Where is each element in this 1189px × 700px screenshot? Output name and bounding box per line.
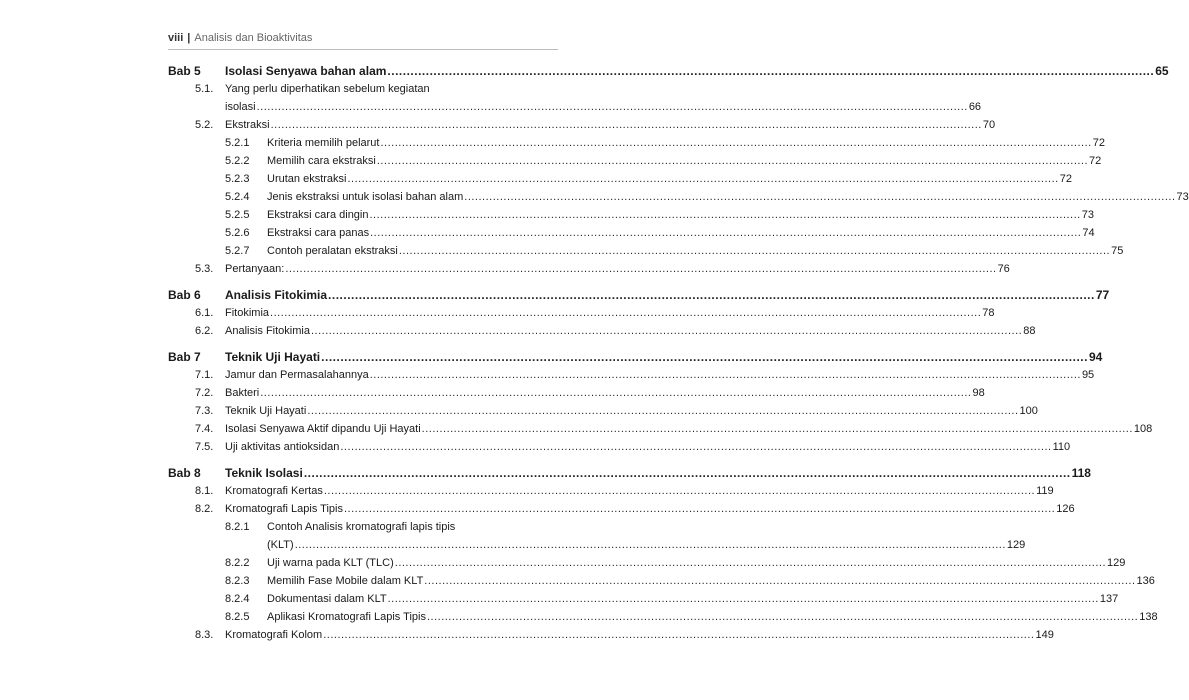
dot-leader: ........................................................................................................................................................................................................ bbox=[323, 629, 1035, 641]
toc-entry[interactable] bbox=[168, 81, 556, 97]
toc-entry-number: 8.2.4 bbox=[225, 593, 250, 605]
toc-entry-title: Ekstraksi cara panas bbox=[267, 227, 370, 239]
toc-entry[interactable] bbox=[168, 135, 1105, 151]
dot-leader: ........................................................................................................................................................................................................ bbox=[328, 288, 1095, 302]
dot-leader: ........................................................................................................................................................................................................ bbox=[387, 593, 1099, 605]
toc-entry[interactable] bbox=[168, 519, 556, 535]
toc-entry[interactable] bbox=[168, 117, 996, 133]
dot-leader: ........................................................................................................................................................................................................ bbox=[303, 466, 1071, 480]
toc-entry-page: 126 bbox=[1056, 503, 1075, 515]
dot-leader: ........................................................................................................................................................................................................ bbox=[424, 575, 1136, 587]
toc-entry-title: Kromatografi Kertas bbox=[225, 485, 323, 497]
toc-entry-page: 75 bbox=[1111, 245, 1124, 257]
toc-entry-number: 5.2. bbox=[195, 119, 214, 131]
toc-entry[interactable] bbox=[168, 403, 1038, 419]
dot-leader: ........................................................................................................................................................................................................ bbox=[464, 191, 1176, 203]
document-page bbox=[168, 30, 1189, 641]
dot-leader: ........................................................................................................................................................................................................ bbox=[310, 325, 1023, 337]
header-page-number: viii bbox=[168, 32, 184, 44]
dot-leader: ........................................................................................................................................................................................................ bbox=[294, 539, 1006, 551]
toc-entry-number: 5.2.4 bbox=[225, 191, 250, 203]
toc-entry-number: 6.2. bbox=[195, 325, 214, 337]
toc-entry-title: Fitokimia bbox=[225, 307, 270, 319]
toc-entry-title: Jenis ekstraksi untuk isolasi bahan alam bbox=[267, 191, 464, 203]
toc-entry[interactable] bbox=[168, 573, 1155, 589]
dot-leader: ........................................................................................................................................................................................................ bbox=[370, 227, 1082, 239]
toc-entry-page: 78 bbox=[982, 307, 995, 319]
dot-leader: ........................................................................................................................................................................................................ bbox=[387, 64, 1155, 78]
toc-entry-number: 5.1. bbox=[195, 83, 214, 95]
toc-entry-number: 8.2.2 bbox=[225, 557, 250, 569]
toc-entry-number: 5.2.1 bbox=[225, 137, 250, 149]
toc-entry-page: 108 bbox=[1133, 423, 1153, 435]
toc-entry-title: Memilih cara ekstraksi bbox=[267, 155, 376, 167]
dot-leader: ........................................................................................................................................................................................................ bbox=[394, 557, 1106, 569]
dot-leader: ........................................................................................................................................................................................................ bbox=[347, 173, 1059, 185]
toc-entry-page: 149 bbox=[1035, 629, 1054, 641]
toc-entry-page: 100 bbox=[1019, 405, 1038, 417]
toc-entry-page: 95 bbox=[1081, 369, 1095, 381]
toc-entry-page: 110 bbox=[1052, 441, 1071, 453]
toc-entry[interactable] bbox=[168, 555, 1126, 571]
toc-entry[interactable] bbox=[168, 171, 1072, 187]
header-book-title: Analisis dan Bioaktivitas bbox=[194, 32, 313, 44]
dot-leader: ........................................................................................................................................................................................................ bbox=[340, 441, 1052, 453]
toc-chapter-entry[interactable] bbox=[168, 349, 1103, 365]
toc-entry-page: 136 bbox=[1136, 575, 1155, 587]
dot-leader: ........................................................................................................................................................................................................ bbox=[323, 485, 1036, 497]
dot-leader: ........................................................................................................................................................................................................ bbox=[270, 307, 982, 319]
header-separator: | bbox=[187, 32, 191, 44]
toc-entry-number: 6.1. bbox=[195, 307, 214, 319]
toc-entry[interactable] bbox=[168, 421, 1153, 437]
toc-entry[interactable] bbox=[168, 323, 1036, 339]
running-header bbox=[168, 30, 558, 46]
toc-entry-title: isolasi bbox=[225, 101, 256, 113]
toc-entry-title: Analisis Fitokimia bbox=[225, 288, 328, 302]
toc-entry-title: Aplikasi Kromatografi Lapis Tipis bbox=[267, 611, 426, 623]
toc-entry-title: Ekstraksi bbox=[225, 119, 270, 131]
toc-entry-page: 74 bbox=[1082, 227, 1095, 239]
toc-entry-page: 77 bbox=[1095, 288, 1110, 302]
toc-entry-page: 118 bbox=[1071, 466, 1091, 480]
toc-entry-page: 98 bbox=[972, 387, 985, 399]
toc-entry[interactable] bbox=[168, 243, 1124, 259]
toc-entry-page: 76 bbox=[997, 263, 1010, 275]
toc-entry-page: 119 bbox=[1036, 485, 1054, 497]
toc-entry-page: 66 bbox=[968, 101, 982, 113]
toc-entry[interactable] bbox=[168, 225, 1095, 241]
toc-entry-title: Isolasi Senyawa bahan alam bbox=[225, 64, 387, 78]
toc-entry[interactable] bbox=[168, 627, 1054, 643]
toc-entry-number: 7.5. bbox=[195, 441, 214, 453]
toc-entry-title: Teknik Uji Hayati bbox=[225, 405, 307, 417]
toc-entry-title: Yang perlu diperhatikan sebelum kegiatan bbox=[225, 83, 430, 95]
toc-entry-number: 7.4. bbox=[195, 423, 214, 435]
toc-chapter-entry[interactable] bbox=[168, 465, 1091, 481]
toc-entry-number: 5.2.6 bbox=[225, 227, 250, 239]
toc-entry-page: 72 bbox=[1092, 137, 1105, 149]
toc-entry[interactable] bbox=[168, 439, 1071, 455]
toc-entry-page: 88 bbox=[1023, 325, 1036, 337]
toc-entry-title: (KLT) bbox=[267, 539, 294, 551]
toc-entry-number: Bab 8 bbox=[168, 466, 201, 480]
toc-entry-number: 7.2. bbox=[195, 387, 214, 399]
dot-leader: ........................................................................................................................................................................................................ bbox=[344, 503, 1056, 515]
toc-entry-continuation[interactable] bbox=[168, 537, 1026, 553]
toc-entry-page: 73 bbox=[1176, 191, 1189, 203]
toc-entry-page: 70 bbox=[982, 119, 996, 131]
toc-entry-title: Pertanyaan: bbox=[225, 263, 285, 275]
toc-entry-number: 5.2.3 bbox=[225, 173, 250, 185]
toc-entry-title: Uji aktivitas antioksidan bbox=[225, 441, 340, 453]
toc-entry[interactable] bbox=[168, 483, 1054, 499]
toc-entry-title: Teknik Uji Hayati bbox=[225, 350, 321, 364]
dot-leader: ........................................................................................................................................................................................................ bbox=[260, 387, 972, 399]
toc-entry-number: 5.2.7 bbox=[225, 245, 250, 257]
toc-entry-number: 8.2.5 bbox=[225, 611, 250, 623]
dot-leader: ........................................................................................................................................................................................................ bbox=[307, 405, 1019, 417]
toc-entry-number: 8.2.3 bbox=[225, 575, 250, 587]
toc-entry-title: Isolasi Senyawa Aktif dipandu Uji Hayati bbox=[225, 423, 421, 435]
toc-entry-number: 5.2.5 bbox=[225, 209, 250, 221]
toc-entry-page: 137 bbox=[1099, 593, 1119, 605]
toc-entry-title: Urutan ekstraksi bbox=[267, 173, 347, 185]
toc-entry-number: 8.2. bbox=[195, 503, 214, 515]
toc-entry-page: 138 bbox=[1139, 611, 1158, 623]
toc-entry[interactable] bbox=[168, 501, 1075, 517]
dot-leader: ........................................................................................................................................................................................................ bbox=[321, 350, 1088, 364]
dot-leader: ........................................................................................................................................................................................................ bbox=[380, 137, 1092, 149]
toc-entry[interactable] bbox=[168, 189, 1189, 205]
dot-leader: ........................................................................................................................................................................................................ bbox=[270, 119, 982, 131]
dot-leader: ........................................................................................................................................................................................................ bbox=[376, 155, 1089, 167]
dot-leader: ........................................................................................................................................................................................................ bbox=[426, 611, 1139, 623]
toc-entry[interactable] bbox=[168, 609, 1158, 625]
toc-chapter-entry[interactable] bbox=[168, 63, 1169, 79]
toc-entry-title: Bakteri bbox=[225, 387, 260, 399]
dot-leader: ........................................................................................................................................................................................................ bbox=[369, 209, 1081, 221]
toc-entry-title: Uji warna pada KLT (TLC) bbox=[267, 557, 394, 569]
toc-entry-page: 129 bbox=[1107, 557, 1126, 569]
toc-entry-title: Ekstraksi cara dingin bbox=[267, 209, 369, 221]
toc-entry-page: 94 bbox=[1088, 350, 1103, 364]
dot-leader: ........................................................................................................................................................................................................ bbox=[398, 245, 1111, 257]
toc-entry-title: Contoh Analisis kromatografi lapis tipis bbox=[267, 521, 456, 533]
toc-entry-title: Dokumentasi dalam KLT bbox=[267, 593, 387, 605]
toc-entry-page: 73 bbox=[1081, 209, 1094, 221]
toc-entry-title: Analisis Fitokimia bbox=[225, 325, 310, 337]
toc-entry-title: Teknik Isolasi bbox=[225, 466, 303, 480]
toc-entry-title: Kromatografi Kolom bbox=[225, 629, 323, 641]
toc-entry-title: Kromatografi Lapis Tipis bbox=[225, 503, 343, 515]
dot-leader: ........................................................................................................................................................................................................ bbox=[369, 369, 1081, 381]
toc-entry-title: Contoh peralatan ekstraksi bbox=[267, 245, 398, 257]
toc-entry-page: 129 bbox=[1006, 539, 1026, 551]
toc-entry[interactable] bbox=[168, 385, 985, 401]
toc-entry-number: 8.3. bbox=[195, 629, 214, 641]
dot-leader: ........................................................................................................................................................................................................ bbox=[256, 101, 968, 113]
toc-entry-number: Bab 6 bbox=[168, 288, 201, 302]
toc-entry-title: Kriteria memilih pelarut bbox=[267, 137, 380, 149]
toc-entry-number: Bab 7 bbox=[168, 350, 201, 364]
toc-chapter-entry[interactable] bbox=[168, 287, 1110, 303]
toc-entry[interactable] bbox=[168, 261, 1010, 277]
toc-entry-title: Memilih Fase Mobile dalam KLT bbox=[267, 575, 424, 587]
toc-entry-number: 5.2.2 bbox=[225, 155, 250, 167]
dot-leader: ........................................................................................................................................................................................................ bbox=[421, 423, 1133, 435]
dot-leader: ........................................................................................................................................................................................................ bbox=[285, 263, 997, 275]
toc-entry-number: Bab 5 bbox=[168, 64, 201, 78]
toc-entry-number: 8.1. bbox=[195, 485, 214, 497]
toc-entry-page: 72 bbox=[1089, 155, 1102, 167]
toc-entry[interactable] bbox=[168, 367, 1095, 383]
toc-entry[interactable] bbox=[168, 591, 1119, 607]
toc-entry[interactable] bbox=[168, 153, 1102, 169]
toc-entry-continuation bbox=[168, 99, 982, 115]
header-rule bbox=[168, 49, 558, 50]
toc-entry[interactable] bbox=[168, 305, 995, 321]
toc-entry-number: 5.3. bbox=[195, 263, 214, 275]
toc-entry-title: Jamur dan Permasalahannya bbox=[225, 369, 369, 381]
toc-entry-number: 7.3. bbox=[195, 405, 214, 417]
toc-entry-number: 7.1. bbox=[195, 369, 214, 381]
toc-entry-number: 8.2.1 bbox=[225, 521, 250, 533]
toc-entry-page: 65 bbox=[1155, 64, 1169, 78]
toc-entry[interactable] bbox=[168, 207, 1094, 223]
toc-entry-page: 72 bbox=[1059, 173, 1072, 185]
